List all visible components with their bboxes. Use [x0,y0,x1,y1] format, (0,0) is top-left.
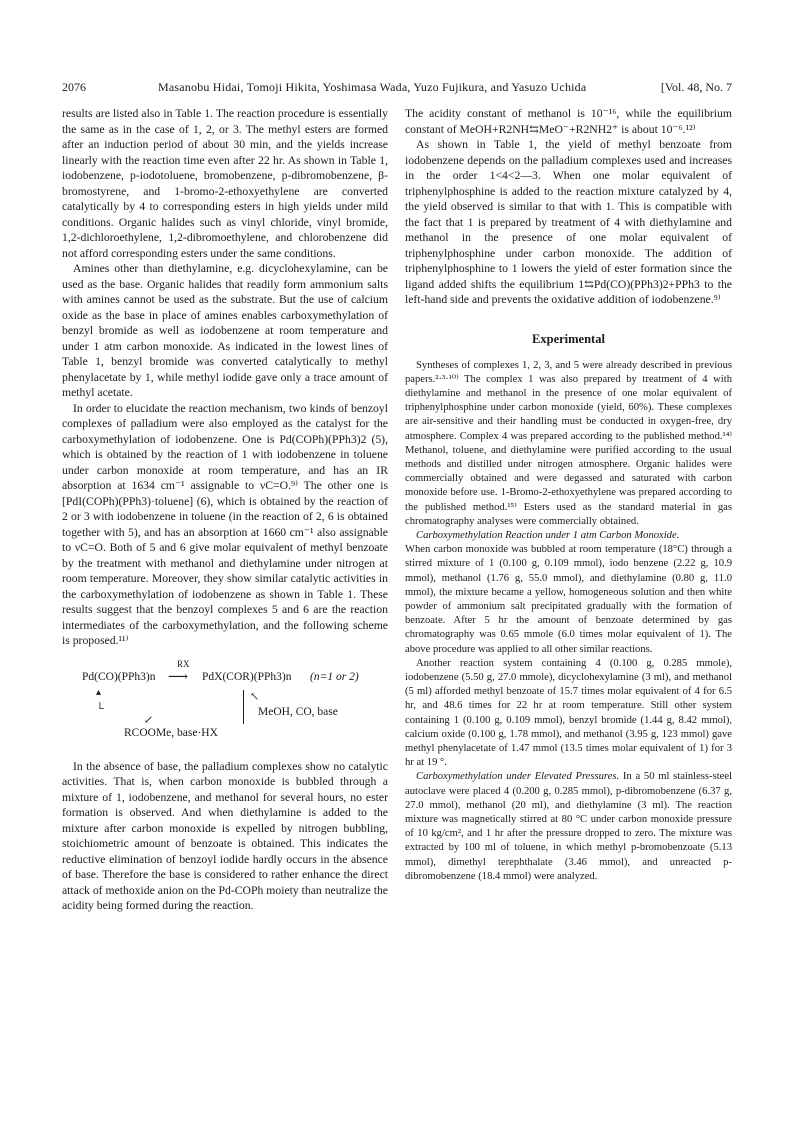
left-column [62,106,388,914]
scheme-arrow-label: RX [177,658,190,669]
author-line: Masanobu Hidai, Tomoji Hikita, Yoshimasa Wada, Yuzo Fujikura, and Yasuzo Uchida [158,80,587,94]
section-heading: Experimental [532,331,605,346]
scheme-reactant: Pd(CO)(PPh3)n [82,670,156,683]
up-arrow-icon: ▴ [96,686,102,698]
vertical-line [243,690,244,724]
right-column [405,106,732,884]
scheme-product: PdX(COR)(PPh3)n [202,670,292,683]
subheading: Carboxymethylation Reaction under 1 atm Carbon Monoxide. [416,529,680,541]
down-arrow-icon: ↙ [144,713,154,726]
scheme-ester: RCOOMe, base·HX [124,726,218,739]
paragraph [405,770,732,884]
experimental-section [405,359,732,885]
paragraph: When carbon monoxide was bubbled at room temperature (18°C) through a stirred mixture of 1 (0.100 g, 0.109 mmol), iodo benzene (2.22 g, 10.9 mmol), methanol (1.76 g, 55.0 mmol), and diethylamine (0.80 g, 11.0 mmol), the mixture became a yellow, homogeneous solution and then white powder of ammonium salt precipitated gradually with the formation of benzoate. After 5 hr the amount of benzoate determined by gas chromatography was 0.65 mmole (6.0 times molar equivalent of 1). The above procedure was applied to all other similar reactions. [405,544,732,655]
paragraph: As shown in Table 1, the yield of methyl benzoate from iodobenzene depends on the palladium complexes used and increases in the order 1<4<2—3. When one molar equivalent of triphenylphosphine is added to the reaction mixture catalyzed by 4, the yield observed is similar to that with 1. This is compatible with the fact that 1 is prepared by treatment of 4 with diethylamine and methanol in the presence of one molar equivalent of triphenylphosphine under carbon monoxide. The addition of triphenylphosphine to 1 lowers the yield of ester formation since the ligand added shifts the equilibrium 1⇆Pd(CO)(PPh3)2+PPh3 to the left-hand side and prevents the oxidative addition of iodobenzene.⁹⁾ [405,138,732,306]
scheme-n-note: (n=1 or 2) [310,670,359,683]
journal-volume: [Vol. 48, No. 7 [660,80,732,94]
curved-arrow-icon: ↖ [250,690,260,703]
subheading: Carboxymethylation under Elevated Pressures. [416,771,620,783]
paragraph: Amines other than diethylamine, e.g. dicyclohexylamine, can be used as the base. Organic halides that readily form ammonium salts with amines cannot be used as the substrate. But the use of calcium oxide as the base in place of amines enables carboxymethylation of benzyl bromide as well as iodobenzene at room temperature and under 1 atm carbon monoxide. As indicated in the lowest lines of Table 1, benzyl bromide was converted catalytically to methyl phenylacetate by 1, while methyl iodide gave only a trace amount of methyl acetate. [62,262,388,399]
paragraph: Syntheses of complexes 1, 2, 3, and 5 were already described in previous papers.²·³·¹⁰⁾ The complex 1 was also prepared by treatment of 4 with diethylamine and methanol in the presence of one molar equivalent of triphenylphosphine under carbon monoxide (yield, 60%). These complexes are air-sensitive and their handling must be conducted in oxygen-free, dry atmosphere. Complex 4 was prepared according to the published method.¹⁴⁾ Methanol, toluene, and diethylamine were purified according to the usual methods and distilled under nitrogen atmosphere. Organic halides were commercially obtained and were degassed and saturated with carbon monoxide before use. 1-Bromo-2-ethoxyethylene was prepared according to the published method.¹⁵⁾ Esters used as the standard material in gas chromatography analyses were commercially obtained. [405,359,732,527]
scheme-reagents: MeOH, CO, base [258,705,338,718]
paragraph: Another reaction system containing 4 (0.100 g, 0.285 mmole), iodobenzene (5.50 g, 27.0 mmole), dicyclohexylamine (3 ml), and methanol (5 ml) afforded methyl benzoate of 15.7 times molar equivalent of 4 for 6.5 hr, and 48.6 times for 22 hr at room temperature. Still other system containing 1 (0.100 g, 0.109 mmol), benzyl bromide (1.44 g, 8.42 mmol), calcium oxide (0.100 g, 1.78 mmol), and methanol (3.95 g, 123 mmol) gave methyl phenylacetate of 1.47 mmol (13.5 times molar equivalent of 1) for 3 hr at 19 °. [405,657,732,769]
paragraph: In order to elucidate the reaction mechanism, two kinds of benzoyl complexes of palladium were also employed as the catalyst for the carboxymethylation of iodobenzene. One is Pd(COPh)(PPh3)2 (5), which is obtained by the reaction of 1 with iodobenzene in toluene under carbon monoxide at room temperature, and has an IR absorption at 1634 cm⁻¹ assignable to νC=O.⁹⁾ The other one is [PdI(COPh)(PPh3)·toluene] (6), which is obtained by the reaction of 2 or 3 with iodobenzene in toluene (in the reaction of 2, 6 is obtained together with 5), and has an absorption at 1660 cm⁻¹ also assignable to νC=O. Both of 5 and 6 give molar equivalent of methyl benzoate by the treatment with methanol and diethylamine under nitrogen at room temperature. Moreover, they show similar catalytic activities in the carboxymethylation of iodobenzene as shown in Table 1. These results suggest that the benzoyl complexes 5 and 6 are the reaction intermediates of the carboxymethylation, and the following scheme is proposed.¹¹⁾ [62,401,388,647]
paragraph: results are listed also in Table 1. The reaction procedure is essentially the same as in the case of 1, 2, or 3. The methyl esters are formed after an induction period of about 30 min, and the yields increase linearly with the reaction time even after 22 hr. As shown in Table 1, iodobenzene, p-iodotoluene, bromobenzene, p-dibromobenzene, β-bromostyrene, and 1-bromo-2-ethoxyethylene are converted catalytically by 4 to corresponding esters in high yields under mild conditions. Organic halides such as vinyl chloride, vinyl bromide, 1,2-dichloroethylene, 1,2-dibromoethylene, and chlorobenzene did not afford corresponding esters under the same conditions. [62,107,388,260]
reaction-scheme [62,657,388,749]
paragraph: In the absence of base, the palladium complexes show no catalytic activities. That is, when carbon monoxide is bubbled through a mixture of 1, iodobenzene, and methanol for several hours, no ester formation is observed. And when diethylamine is added to the mixture after carbon monoxide is expelled by nitrogen bubbling, stoichiometric amount of benzoate is obtained. This indicates the reductive elimination of benzoyl iodide hardly occurs in the absence of base. Therefore the base is considered to rather enhance the direct attack of methoxide anion on the Pd-COPh moiety than neutralize the acidity being formed during the reaction. [62,759,388,912]
paragraph-text: In a 50 ml stainless-steel autoclave were placed 4 (0.200 g, 0.285 mmol), p-dibromobenzene (6.37 g, 27.0 mmol), methanol (20 ml), and diethylamine (3 ml). The reaction mixture was magnetically stirred at 80 °C under carbon monoxide pressure of 10 kg/cm², and 1 hr after the pressure dropped to zero. The mixture was extracted by 100 ml of toluene, in which methyl p-bromobenzoate (5.13 mmol), dimethyl terephthalate (3.46 mmol), and unreacted p-dibromobenzene (18.4 mmol) were analyzed. [405,771,732,882]
corner-line: └ [96,702,104,715]
right-arrow-icon: ⟶ [168,669,189,685]
paragraph: The acidity constant of methanol is 10⁻¹⁶, while the equilibrium constant of MeOH+R2NH⇆MeO⁻+R2NH2⁺ is about 10⁻⁶.¹²⁾ [405,107,732,136]
page-number: 2076 [62,80,86,94]
running-header [62,80,732,96]
